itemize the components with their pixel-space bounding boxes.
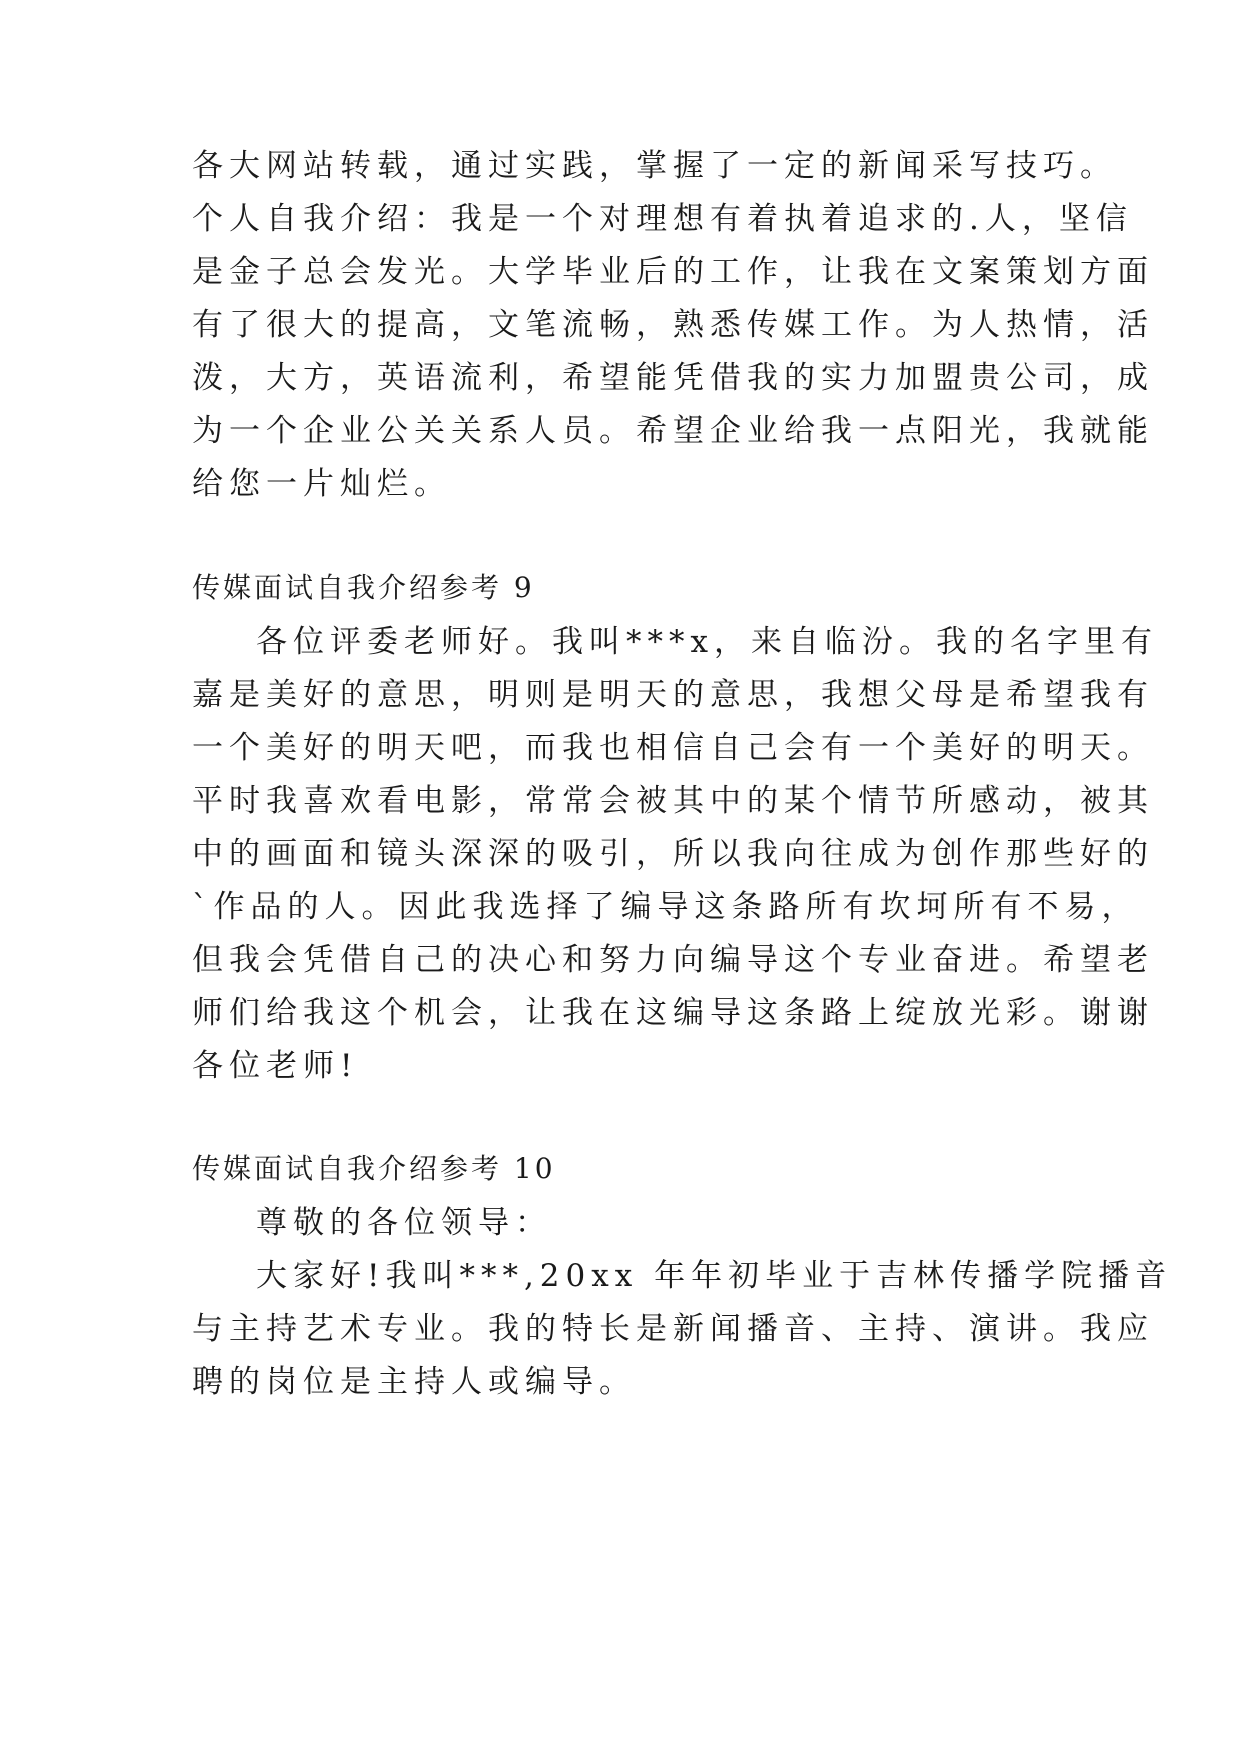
paragraph-line: 有了很大的提高，文笔流畅，熟悉传媒工作。为人热情，活 [192, 307, 1154, 343]
section-heading: 传媒面试自我介绍参考 10 [192, 1152, 556, 1185]
paragraph-line: 为一个企业公关关系人员。希望企业给我一点阳光，我就能 [192, 413, 1154, 449]
paragraph-line: 个人自我介绍：我是一个对理想有着执着追求的.人，坚信 [192, 201, 1133, 237]
paragraph-line: 各位评委老师好。我叫***x，来自临汾。我的名字里有 [256, 624, 1158, 660]
paragraph-line: `作品的人。因此我选择了编导这条路所有坎坷所有不易， [192, 889, 1139, 925]
paragraph-line: 给您一片灿烂。 [192, 466, 451, 502]
section-heading: 传媒面试自我介绍参考 9 [192, 571, 535, 604]
paragraph-line: 中的画面和镜头深深的吸引，所以我向往成为创作那些好的 [192, 836, 1154, 872]
paragraph-line: 与主持艺术专业。我的特长是新闻播音、主持、演讲。我应 [192, 1311, 1154, 1347]
paragraph-line: 泼，大方，英语流利，希望能凭借我的实力加盟贵公司，成 [192, 360, 1154, 396]
paragraph-line: 平时我喜欢看电影，常常会被其中的某个情节所感动，被其 [192, 783, 1154, 819]
paragraph-line: 但我会凭借自己的决心和努力向编导这个专业奋进。希望老 [192, 942, 1154, 978]
paragraph-line: 师们给我这个机会，让我在这编导这条路上绽放光彩。谢谢 [192, 995, 1154, 1031]
paragraph-line: 是金子总会发光。大学毕业后的工作，让我在文案策划方面 [192, 254, 1154, 290]
paragraph-line: 大家好!我叫***,20xx 年年初毕业于吉林传播学院播音 [256, 1258, 1173, 1294]
paragraph-line: 聘的岗位是主持人或编导。 [192, 1364, 636, 1400]
paragraph-line: 一个美好的明天吧，而我也相信自己会有一个美好的明天。 [192, 730, 1154, 766]
paragraph-line: 嘉是美好的意思，明则是明天的意思，我想父母是希望我有 [192, 677, 1154, 713]
paragraph-line: 各大网站转载，通过实践，掌握了一定的新闻采写技巧。 [192, 148, 1117, 184]
paragraph-line: 尊敬的各位领导： [256, 1205, 552, 1241]
paragraph-line: 各位老师! [192, 1048, 359, 1084]
